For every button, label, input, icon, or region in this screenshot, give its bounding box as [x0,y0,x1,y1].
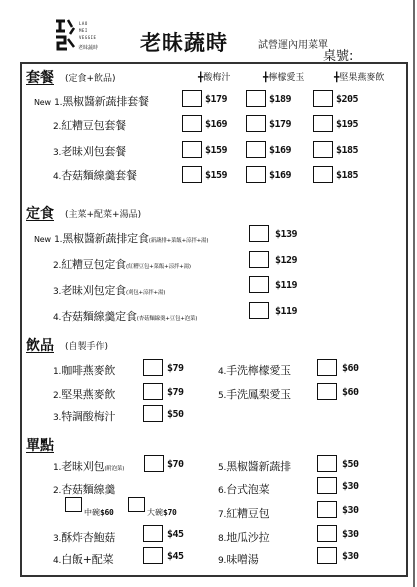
price: $79 [167,387,184,398]
quantity-checkbox[interactable] [143,547,163,564]
quantity-checkbox[interactable] [182,115,202,132]
quantity-checkbox[interactable] [65,497,82,512]
quantity-checkbox[interactable] [313,141,333,158]
list-item: 9.味噌湯 [218,553,259,566]
price: $60 [342,363,359,374]
logo-line-2: MEI [79,28,88,33]
logo-chinese: 老昧蔬時 [78,45,99,51]
column-header-oat: ╋堅果燕麥飲 [334,73,385,83]
quantity-checkbox[interactable] [182,166,202,183]
quantity-checkbox[interactable] [313,166,333,183]
section-note-drinks: (自製手作) [65,342,109,352]
price: $119 [275,306,298,317]
quantity-checkbox[interactable] [143,383,163,400]
quantity-checkbox[interactable] [249,251,269,268]
price: $179 [269,119,292,130]
quantity-checkbox[interactable] [182,90,202,107]
price: $50 [167,409,184,420]
logo-line-3: VEGGIE [79,35,97,40]
page-edge [413,0,415,587]
list-item: 2.杏菇麵線羹 [53,483,116,496]
list-item: 7.紅糟豆包 [218,507,270,520]
list-item: 3.特調酸梅汁 [53,410,116,423]
quantity-checkbox[interactable] [249,302,269,319]
logo-line-1: LAO [79,21,88,26]
price: $189 [269,94,292,105]
list-item: 4.白飯+配菜 [53,553,114,566]
price: $169 [269,170,292,181]
price: $70 [167,459,184,470]
price: $30 [342,505,359,516]
list-item: 1.咖啡燕麥飲 [53,364,116,377]
list-item: 2.紅糟豆包定食(紅糟豆包+菜飯+涼拌+湯) [53,258,191,271]
quantity-checkbox[interactable] [317,455,337,472]
section-title-alacarte: 單點 [26,438,54,454]
column-header-plum: ╋酸梅汁 [198,73,231,83]
price: $159 [205,145,228,156]
menu-subtitle: 試營運內用菜單 [258,40,328,51]
quantity-checkbox[interactable] [182,141,202,158]
price: $185 [336,145,359,156]
quantity-checkbox[interactable] [143,359,163,376]
quantity-checkbox[interactable] [143,525,163,542]
quantity-checkbox[interactable] [317,359,337,376]
quantity-checkbox[interactable] [246,90,266,107]
price: $30 [342,529,359,540]
price: $195 [336,119,359,130]
price: $139 [275,229,298,240]
section-note-sets: (定食+飲品) [65,74,116,84]
list-item: 4.杏菇麵線羹套餐 [53,169,137,182]
section-title-sets: 套餐 [26,70,54,86]
price: $30 [342,481,359,492]
section-title-meals: 定食 [26,206,54,222]
size-option-medium: 中碗$60 [84,508,114,517]
size-option-large: 大碗$70 [147,508,177,517]
list-item: New 1.黑椒醬新蔬排定食(新蔬排+菜飯+涼拌+湯) [34,232,209,245]
price: $79 [167,363,184,374]
list-item: 3.老昧刈包套餐 [53,145,126,158]
price: $50 [342,459,359,470]
price: $179 [205,94,228,105]
list-item: 1.老昧刈包(附泡菜) [53,460,125,473]
logo-icon [53,17,75,51]
quantity-checkbox[interactable] [249,225,269,242]
quantity-checkbox[interactable] [246,141,266,158]
price: $205 [336,94,359,105]
list-item: 6.台式泡菜 [218,483,270,496]
price: $185 [336,170,359,181]
price: $159 [205,170,228,181]
quantity-checkbox[interactable] [313,90,333,107]
price: $60 [342,387,359,398]
price: $169 [205,119,228,130]
table-number-label: 桌號: [323,49,354,64]
list-item: 2.堅果燕麥飲 [53,388,116,401]
quantity-checkbox[interactable] [317,383,337,400]
list-item: 4.杏菇麵線羹定食(杏菇麵線羹+豆包+泡菜) [53,310,198,323]
list-item: 4.手洗檸檬愛玉 [218,364,291,377]
quantity-checkbox[interactable] [143,405,163,422]
price: $45 [167,529,184,540]
quantity-checkbox[interactable] [317,501,337,518]
brand-name: 老昧蔬時 [140,31,228,55]
list-item: New 1.黑椒醬新蔬排套餐 [34,95,149,108]
list-item: 8.地瓜沙拉 [218,531,270,544]
quantity-checkbox[interactable] [246,115,266,132]
section-title-drinks: 飲品 [26,338,54,354]
price: $129 [275,255,298,266]
quantity-checkbox[interactable] [317,547,337,564]
quantity-checkbox[interactable] [144,455,164,472]
list-item: 3.老昧刈包定食(刈包+涼拌+湯) [53,284,166,297]
list-item: 5.手洗鳳梨愛玉 [218,388,291,401]
column-header-lemon: ╋檸檬愛玉 [263,73,305,83]
quantity-checkbox[interactable] [249,276,269,293]
quantity-checkbox[interactable] [317,477,337,494]
list-item: 5.黑椒醬新蔬排 [218,460,291,473]
section-note-meals: (主菜+配菜+湯品) [65,210,142,220]
price: $45 [167,551,184,562]
quantity-checkbox[interactable] [313,115,333,132]
quantity-checkbox[interactable] [317,525,337,542]
list-item: 3.酥炸杏鮑菇 [53,531,116,544]
price: $119 [275,280,298,291]
quantity-checkbox[interactable] [246,166,266,183]
price: $169 [269,145,292,156]
price: $30 [342,551,359,562]
list-item: 2.紅糟豆包套餐 [53,119,126,132]
quantity-checkbox[interactable] [128,497,145,512]
